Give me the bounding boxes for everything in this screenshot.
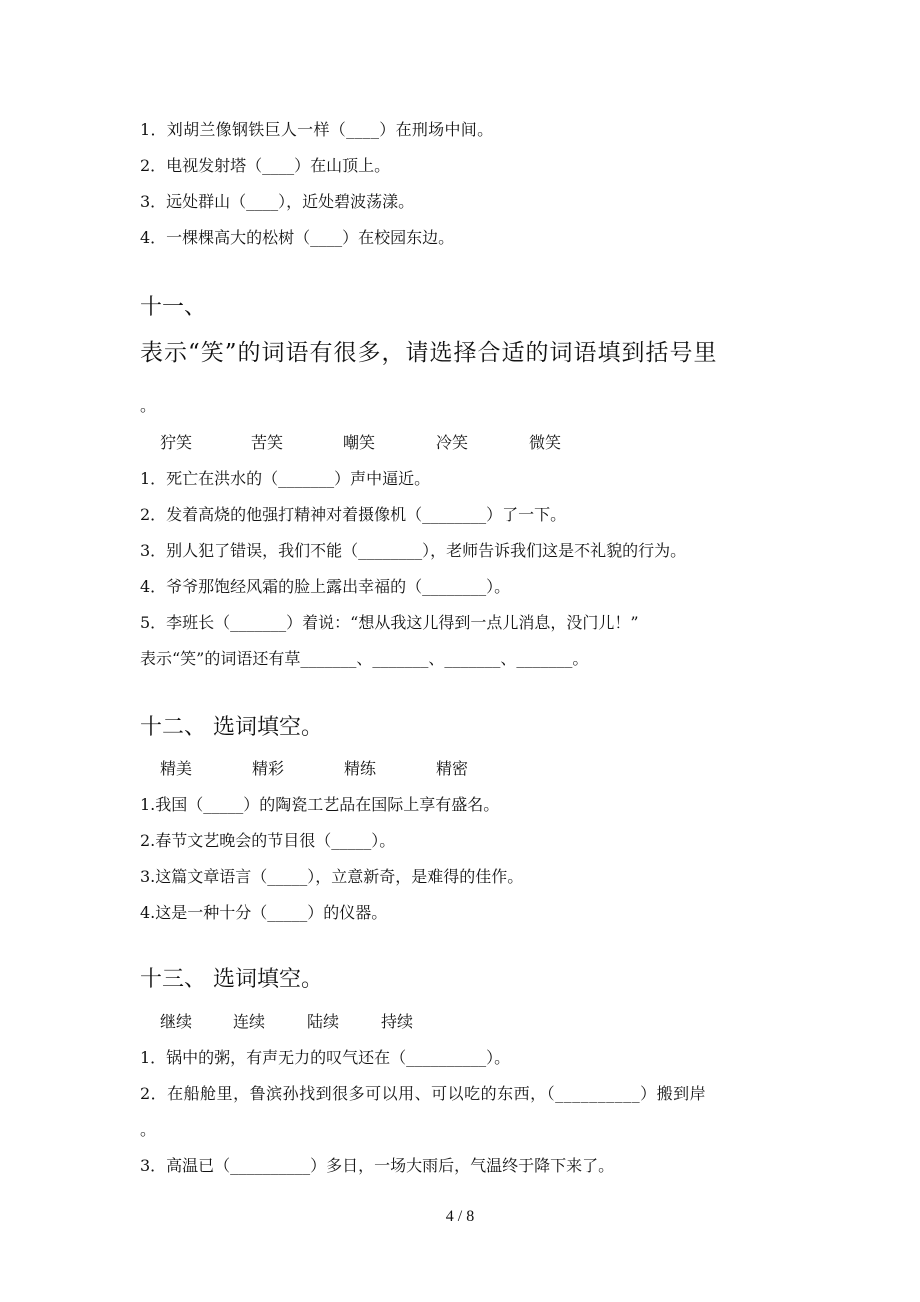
section-12-item-4: 4.这是一种十分（_____）的仪器。 <box>140 903 388 922</box>
section-10-item-1: 1．刘胡兰像钢铁巨人一样（____）在刑场中间。 <box>140 120 494 139</box>
word-option: 苦笑 <box>251 433 284 452</box>
word-option: 狞笑 <box>160 433 193 452</box>
section-11-number: 十一、 <box>140 295 207 320</box>
section-11-item-2: 2．发着高烧的他强打精神对着摄像机（________）了一下。 <box>140 505 567 524</box>
word-option: 微笑 <box>529 433 562 452</box>
section-13-item-3: 3．高温已（__________）多日，一场大雨后，气温终于降下来了。 <box>140 1156 615 1175</box>
section-11-instruction: 表示“笑”的词语有很多，请选择合适的词语填到括号里 <box>140 340 718 366</box>
section-12-heading: 十二、 选词填空。 <box>140 715 323 740</box>
section-10-item-3: 3．远处群山（____），近处碧波荡漾。 <box>140 192 415 211</box>
word-option: 连续 <box>233 1012 266 1031</box>
word-option: 继续 <box>160 1012 193 1031</box>
word-option: 陆续 <box>307 1012 340 1031</box>
section-12-item-3: 3.这篇文章语言（_____），立意新奇，是难得的佳作。 <box>140 867 524 886</box>
section-13-item-2-end: 。 <box>140 1120 157 1139</box>
section-11-item-1: 1．死亡在洪水的（_______）声中逼近。 <box>140 469 431 488</box>
section-11-instruction-end: 。 <box>140 396 157 415</box>
word-option: 持续 <box>381 1012 414 1031</box>
section-11-item-4: 4．爷爷那饱经风霜的脸上露出幸福的（________）。 <box>140 577 511 596</box>
section-12-item-1: 1.我国（_____）的陶瓷工艺品在国际上享有盛名。 <box>140 795 500 814</box>
section-13-item-1: 1．锅中的粥，有声无力的叹气还在（__________）。 <box>140 1048 511 1067</box>
section-13-heading: 十三、 选词填空。 <box>140 967 323 992</box>
word-option: 精练 <box>344 759 377 778</box>
word-option: 冷笑 <box>436 433 469 452</box>
section-10-item-2: 2．电视发射塔（____）在山顶上。 <box>140 156 391 175</box>
section-12-item-2: 2.春节文艺晚会的节目很（_____）。 <box>140 831 396 850</box>
section-11-item-3: 3．别人犯了错误，我们不能（________），老师告诉我们这是不礼貌的行为。 <box>140 541 687 560</box>
word-option: 精美 <box>160 759 193 778</box>
section-10-item-4: 4．一棵棵高大的松树（____）在校园东边。 <box>140 228 455 247</box>
word-option: 精彩 <box>252 759 285 778</box>
word-option: 嘲笑 <box>343 433 376 452</box>
section-11-extra: 表示“笑”的词语还有草_______、_______、_______、_______。 <box>140 649 589 668</box>
section-11-item-5: 5．李班长（_______）着说：“想从我这儿得到一点儿消息，没门儿！” <box>140 613 639 632</box>
page-number: 4 / 8 <box>445 1208 475 1225</box>
word-option: 精密 <box>436 759 469 778</box>
section-13-item-2: 2．在船舱里，鲁滨孙找到很多可以用、可以吃的东西，（__________）搬到岸 <box>140 1084 707 1103</box>
